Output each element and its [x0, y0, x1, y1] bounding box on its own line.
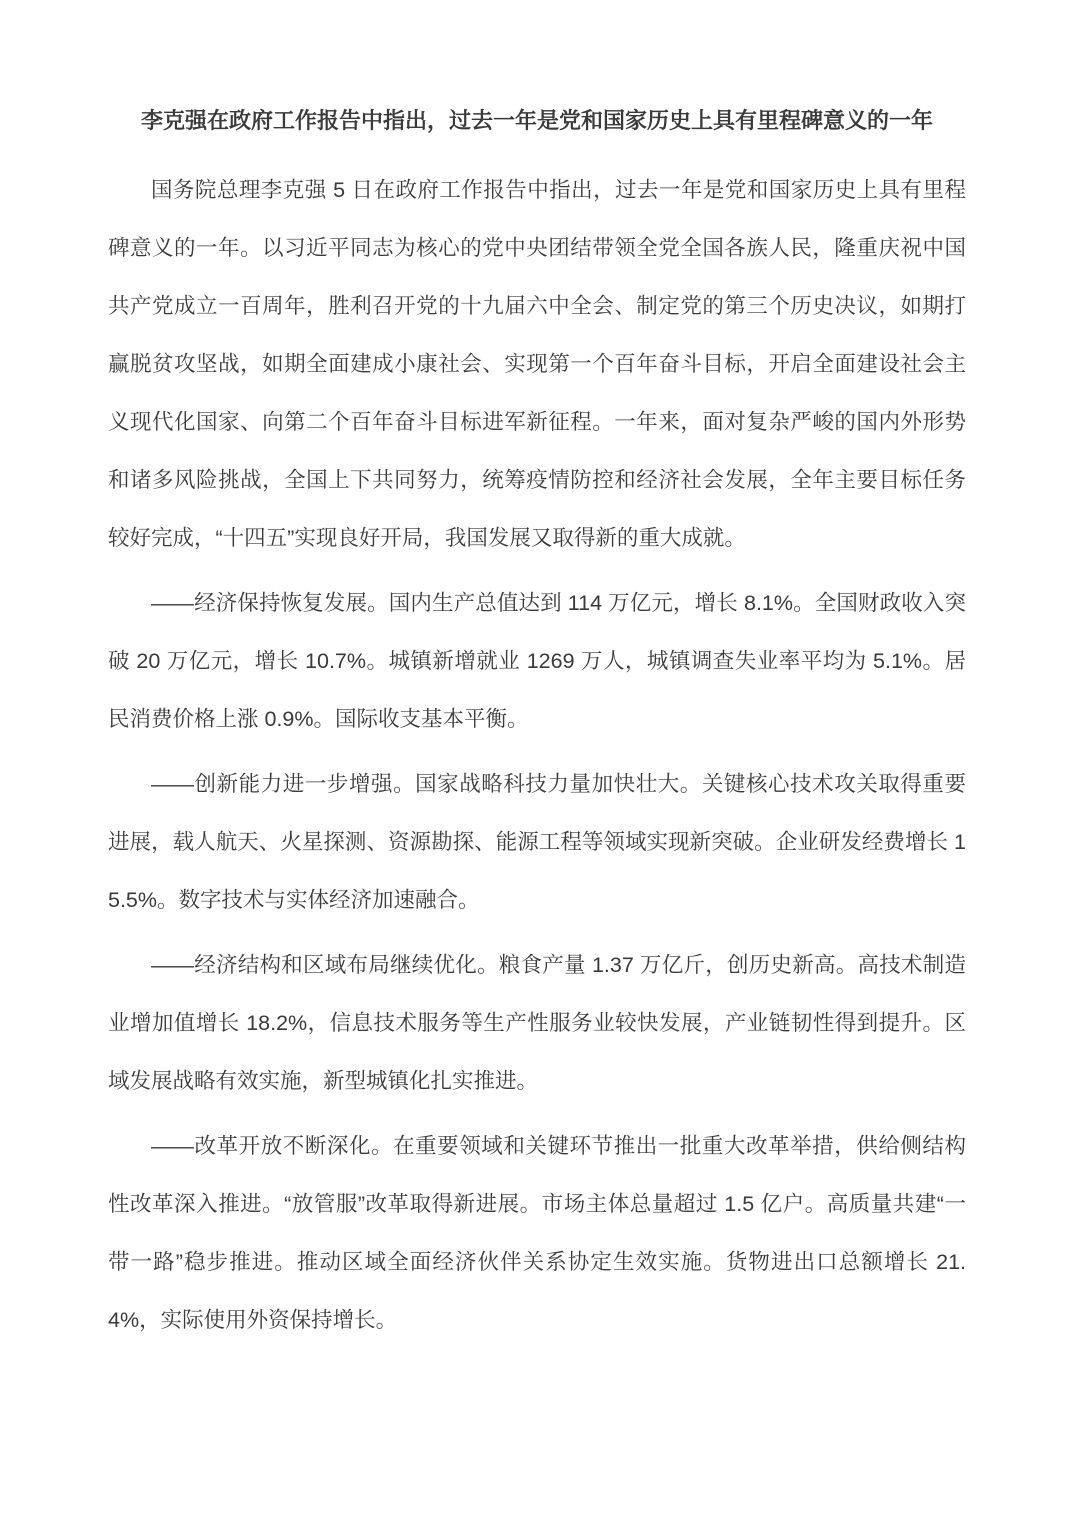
article-paragraph-structure: ——经济结构和区域布局继续优化。粮食产量 1.37 万亿斤，创历史新高。高技术制造业增加值增长 18.2%，信息技术服务等生产性服务业较快发展，产业链韧性得到提升。区域发展战略有效实施，新型城镇化扎实推进。	[108, 953, 966, 1093]
article-paragraph-economy: ——经济保持恢复发展。国内生产总值达到 114 万亿元，增长 8.1%。全国财政收入突破 20 万亿元，增长 10.7%。城镇新增就业 1269 万人，城镇调查失业率平均为 5.1%。居民消费价格上涨 0.9%。国际收支基本平衡。	[108, 591, 966, 731]
article-title: 李克强在政府工作报告中指出，过去一年是党和国家历史上具有里程碑意义的一年	[140, 108, 933, 133]
article-paragraph-intro: 国务院总理李克强 5 日在政府工作报告中指出，过去一年是党和国家历史上具有里程碑意义的一年。以习近平同志为核心的党中央团结带领全党全国各族人民，隆重庆祝中国共产党成立一百周年，胜利召开党的十九届六中全会、制定党的第三个历史决议，如期打赢脱贫攻坚战，如期全面建成小康社会、实现第一个百年奋斗目标，开启全面建设社会主义现代化国家、向第二个百年奋斗目标进军新征程。一年来，面对复杂严峻的国内外形势和诸多风险挑战，全国上下共同努力，统筹疫情防控和经济社会发展，全年主要目标任务较好完成，“十四五”实现良好开局，我国发展又取得新的重大成就。	[108, 178, 966, 550]
article-page	[108, 0, 966, 1349]
article-paragraph-reform: ——改革开放不断深化。在重要领域和关键环节推出一批重大改革举措，供给侧结构性改革深入推进。“放管服”改革取得新进展。市场主体总量超过 1.5 亿户。高质量共建“一带一路”稳步推进。推动区域全面经济伙伴关系协定生效实施。货物进出口总额增长 21.4%，实际使用外资保持增长。	[108, 1134, 966, 1332]
article-paragraph-innovation: ——创新能力进一步增强。国家战略科技力量加快壮大。关键核心技术攻关取得重要进展，载人航天、火星探测、资源勘探、能源工程等领域实现新突破。企业研发经费增长 15.5%。数字技术与实体经济加速融合。	[108, 772, 966, 912]
